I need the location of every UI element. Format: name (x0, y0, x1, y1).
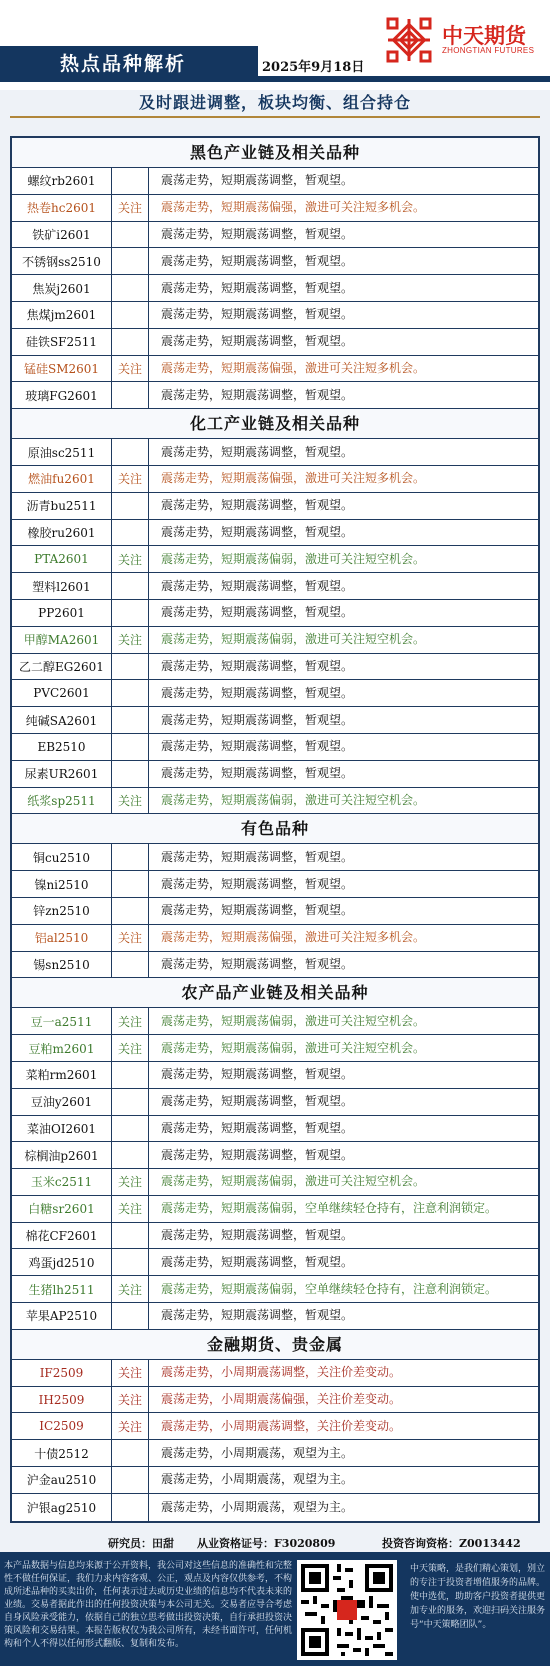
section-title: 化工产业链及相关品种 (12, 409, 538, 439)
focus-tag (112, 382, 149, 408)
table-row (12, 1142, 538, 1169)
market-view: 震荡走势，短期震荡调整，暂观望。 (161, 712, 354, 727)
focus-tag (112, 952, 149, 978)
market-view: 震荡走势，短期震荡偏弱，空单继续轻仓持有，注意利润锁定。 (161, 1281, 498, 1296)
focus-tag (112, 1440, 149, 1466)
contract-name: PTA2601 (12, 546, 112, 572)
contract-name: 铜cu2510 (12, 844, 112, 870)
market-view: 震荡走势，短期震荡调整，暂观望。 (161, 253, 354, 268)
table-row (12, 546, 538, 573)
focus-tag: 关注 (112, 1360, 149, 1386)
focus-tag: 关注 (112, 1413, 149, 1439)
contract-name: 不锈钢ss2510 (12, 248, 112, 274)
market-view: 震荡走势，短期震荡偏强，激进可关注短多机会。 (161, 930, 426, 945)
table-row (12, 1008, 538, 1035)
focus-tag: 关注 (112, 1169, 149, 1195)
table-row (12, 1303, 538, 1330)
focus-tag: 关注 (112, 546, 149, 572)
table-row (12, 761, 538, 788)
contract-name: 原油sc2511 (12, 439, 112, 465)
table-row (12, 493, 538, 520)
section-title: 农产品产业链及相关品种 (12, 978, 538, 1008)
table-row (12, 734, 538, 761)
focus-tag (112, 761, 149, 787)
table-row (12, 195, 538, 222)
contract-name: 豆油y2601 (12, 1089, 112, 1115)
market-view: 震荡走势，短期震荡调整，暂观望。 (161, 876, 354, 891)
contract-name: IC2509 (12, 1413, 112, 1439)
focus-tag: 关注 (112, 627, 149, 653)
section-title: 有色品种 (12, 814, 538, 844)
market-view: 震荡走势，短期震荡调整，暂观望。 (161, 903, 354, 918)
focus-tag (112, 844, 149, 870)
focus-tag: 关注 (112, 925, 149, 951)
focus-tag (112, 1089, 149, 1115)
contract-name: 焦煤jm2601 (12, 302, 112, 328)
contract-name: 燃油fu2601 (12, 466, 112, 492)
contract-name: 镍ni2510 (12, 871, 112, 897)
market-view: 震荡走势，短期震荡调整，暂观望。 (161, 387, 354, 402)
contract-name: 甲醇MA2601 (12, 627, 112, 653)
contract-name: 螺纹rb2601 (12, 168, 112, 194)
header-divider (0, 76, 550, 82)
contract-name: PVC2601 (12, 680, 112, 706)
contract-name: 铝al2510 (12, 925, 112, 951)
table-row (12, 844, 538, 871)
researcher-info (0, 1532, 550, 1552)
report-header (0, 0, 550, 90)
table-row (12, 654, 538, 681)
focus-tag (112, 1223, 149, 1249)
focus-tag (112, 654, 149, 680)
qr-note-text: 中天策略，是我们精心策划，别立的专注于投资者增值服务的品牌。使中选优，助助客户投资者提供更加专业的服务，欢迎扫码关注服务号“中天策略团队”。 (410, 1564, 546, 1630)
focus-tag (112, 1116, 149, 1142)
market-view: 震荡走势，短期震荡调整，暂观望。 (161, 1254, 354, 1269)
focus-tag (112, 493, 149, 519)
market-view: 震荡走势，小周期震荡偏强，关注价差变动。 (161, 1392, 402, 1407)
contract-name: 棕榈油p2601 (12, 1142, 112, 1168)
table-row (12, 788, 538, 815)
focus-tag (112, 168, 149, 194)
focus-tag (112, 302, 149, 328)
table-row (12, 627, 538, 654)
contract-name: 白糖sr2601 (12, 1196, 112, 1222)
report-subtitle: 及时跟进调整，板块均衡、组合持仓 (138, 93, 411, 112)
section-title: 黑色产业链及相关品种 (12, 138, 538, 168)
table-row (12, 1440, 538, 1467)
market-view: 震荡走势，短期震荡偏弱，激进可关注短空机会。 (161, 632, 426, 647)
market-view: 震荡走势，短期震荡偏强，激进可关注短多机会。 (161, 360, 426, 375)
researcher-consult: 投资咨询资格：Z0013442 (382, 1537, 521, 1550)
market-view: 震荡走势，短期震荡调整，暂观望。 (161, 498, 354, 513)
zhongtian-logo-icon (384, 15, 434, 65)
qr-code-icon (297, 1560, 397, 1660)
table-row (12, 925, 538, 952)
table-row (12, 248, 538, 275)
market-view: 震荡走势，短期震荡调整，暂观望。 (161, 1067, 354, 1082)
market-view: 震荡走势，短期震荡调整，暂观望。 (161, 1308, 354, 1323)
logo-en-text: ZHONGTIAN FUTURES (442, 46, 535, 55)
market-view: 震荡走势，短期震荡调整，暂观望。 (161, 1228, 354, 1243)
focus-tag (112, 680, 149, 706)
focus-tag: 关注 (112, 1035, 149, 1061)
logo-cn-text: 中天期货 (442, 24, 526, 48)
contract-name: 乙二醇EG2601 (12, 654, 112, 680)
contract-name: EB2510 (12, 734, 112, 760)
table-row (12, 600, 538, 627)
focus-tag: 关注 (112, 1008, 149, 1034)
contract-name: 沪金au2510 (12, 1467, 112, 1493)
contract-name: PP2601 (12, 600, 112, 626)
table-row (12, 898, 538, 925)
focus-tag (112, 329, 149, 355)
contract-name: 玻璃FG2601 (12, 382, 112, 408)
contract-name: IF2509 (12, 1360, 112, 1386)
table-row (12, 222, 538, 249)
table-row (12, 1169, 538, 1196)
contract-name: 锌zn2510 (12, 898, 112, 924)
market-view: 震荡走势，短期震荡调整，暂观望。 (161, 685, 354, 700)
focus-tag (112, 439, 149, 465)
focus-tag (112, 248, 149, 274)
market-view: 震荡走势，短期震荡调整，暂观望。 (161, 739, 354, 754)
focus-tag (112, 1303, 149, 1329)
market-view: 震荡走势，短期震荡偏弱，激进可关注短空机会。 (161, 792, 426, 807)
contract-name: 棉花CF2601 (12, 1223, 112, 1249)
focus-tag (112, 734, 149, 760)
market-view: 震荡走势，短期震荡调整，暂观望。 (161, 307, 354, 322)
table-row (12, 302, 538, 329)
contract-name: 菜粕rm2601 (12, 1062, 112, 1088)
table-row (12, 1413, 538, 1440)
market-view: 震荡走势，短期震荡调整，暂观望。 (161, 280, 354, 295)
focus-tag (112, 1142, 149, 1168)
market-view: 震荡走势，短期震荡调整，暂观望。 (161, 1094, 354, 1109)
focus-tag: 关注 (112, 356, 149, 382)
focus-tag (112, 1467, 149, 1493)
contract-name: 鸡蛋jd2510 (12, 1249, 112, 1275)
market-view: 震荡走势，短期震荡调整，暂观望。 (161, 334, 354, 349)
table-row (12, 680, 538, 707)
table-row (12, 168, 538, 195)
section-title: 金融期货、贵金属 (12, 1330, 538, 1360)
table-row (12, 329, 538, 356)
table-row (12, 1035, 538, 1062)
focus-tag: 关注 (112, 1276, 149, 1302)
table-row (12, 1249, 538, 1276)
market-view: 震荡走势，短期震荡调整，暂观望。 (161, 524, 354, 539)
contract-name: 沥青bu2511 (12, 493, 112, 519)
contract-name: 玉米c2511 (12, 1169, 112, 1195)
contract-name: 锡sn2510 (12, 952, 112, 978)
market-view: 震荡走势，短期震荡调整，暂观望。 (161, 1147, 354, 1162)
table-row (12, 952, 538, 979)
focus-tag (112, 1494, 149, 1521)
market-view: 震荡走势，短期震荡调整，暂观望。 (161, 444, 354, 459)
market-view: 震荡走势，短期震荡偏弱，激进可关注短空机会。 (161, 1174, 426, 1189)
table-row (12, 1467, 538, 1494)
market-view: 震荡走势，短期震荡调整，暂观望。 (161, 956, 354, 971)
contract-name: 豆一a2511 (12, 1008, 112, 1034)
focus-tag: 关注 (112, 788, 149, 814)
table-row (12, 1116, 538, 1143)
table-row (12, 439, 538, 466)
market-view: 震荡走势，短期震荡调整，暂观望。 (161, 578, 354, 593)
contract-name: 菜油OI2601 (12, 1116, 112, 1142)
focus-tag (112, 573, 149, 599)
table-row (12, 573, 538, 600)
contract-name: 橡胶ru2601 (12, 520, 112, 546)
table-row (12, 520, 538, 547)
table-row (12, 1387, 538, 1414)
focus-tag (112, 275, 149, 301)
focus-tag: 关注 (112, 195, 149, 221)
contract-name: 豆粕m2601 (12, 1035, 112, 1061)
market-view: 震荡走势，短期震荡偏强，激进可关注短多机会。 (161, 471, 426, 486)
market-view: 震荡走势，短期震荡调整，暂观望。 (161, 173, 354, 188)
contract-name: 沪银ag2510 (12, 1494, 112, 1521)
market-view: 震荡走势，小周期震荡，观望为主。 (161, 1445, 354, 1460)
table-row (12, 356, 538, 383)
focus-tag (112, 1249, 149, 1275)
recommendation-table (10, 136, 540, 1523)
contract-name: IH2509 (12, 1387, 112, 1413)
market-view: 震荡走势，短期震荡偏弱，激进可关注短空机会。 (161, 1013, 426, 1028)
market-view: 震荡走势，短期震荡偏弱，空单继续轻仓持有，注意利润锁定。 (161, 1201, 498, 1216)
contract-name: 纯碱SA2601 (12, 707, 112, 733)
table-row (12, 466, 538, 493)
focus-tag (112, 898, 149, 924)
focus-tag (112, 707, 149, 733)
contract-name: 硅铁SF2511 (12, 329, 112, 355)
focus-tag: 关注 (112, 1387, 149, 1413)
contract-name: 热卷hc2601 (12, 195, 112, 221)
report-date: 2025年9月18日 (262, 60, 365, 75)
table-row (12, 707, 538, 734)
market-view: 震荡走势，短期震荡调整，暂观望。 (161, 849, 354, 864)
market-view: 震荡走势，短期震荡调整，暂观望。 (161, 658, 354, 673)
focus-tag (112, 871, 149, 897)
table-row (12, 871, 538, 898)
table-row (12, 275, 538, 302)
disclaimer-text: 本产品数据与信息均来源于公开资料，我公司对这些信息的准确性和完整性不做任何保证，我们力求内容客观、公正，观点及内容仅供参考，不构成所述品种的买卖出价，任何表示过去或历史业绩的信息均不代表未来的业绩。交易者据此作出的任何投资决策与本公司无关。交易者应导合考虑自身风险承受能力，依据自己的独立思考做出投资决策，自行承担投资决策风险和交易结果。本报告版权仅为我公司所有，未经书面许可，任何机构和个人不得以任何形式翻版、复制和发布。 (4, 1561, 293, 1649)
subtitle-divider (10, 116, 540, 118)
focus-tag (112, 222, 149, 248)
table-row (12, 1276, 538, 1303)
market-view: 震荡走势，短期震荡偏弱，激进可关注短空机会。 (161, 551, 426, 566)
focus-tag: 关注 (112, 1196, 149, 1222)
market-view: 震荡走势，小周期震荡，观望为主。 (161, 1499, 354, 1514)
table-row (12, 1089, 538, 1116)
contract-name: 塑料l2601 (12, 573, 112, 599)
report-title: 热点品种解析 (60, 53, 187, 75)
contract-name: 十债2512 (12, 1440, 112, 1466)
focus-tag (112, 600, 149, 626)
market-view: 震荡走势，短期震荡偏强，激进可关注短多机会。 (161, 200, 426, 215)
table-row (12, 1223, 538, 1250)
market-view: 震荡走势，短期震荡偏弱，激进可关注短空机会。 (161, 1040, 426, 1055)
contract-name: 尿素UR2601 (12, 761, 112, 787)
researcher-name: 研究员：田甜 (108, 1537, 174, 1550)
contract-name: 锰硅SM2601 (12, 356, 112, 382)
focus-tag (112, 520, 149, 546)
focus-tag: 关注 (112, 466, 149, 492)
market-view: 震荡走势，短期震荡调整，暂观望。 (161, 766, 354, 781)
market-view: 震荡走势，短期震荡调整，暂观望。 (161, 226, 354, 241)
title-bar (0, 46, 258, 76)
contract-name: 苹果AP2510 (12, 1303, 112, 1329)
contract-name: 纸浆sp2511 (12, 788, 112, 814)
table-row (12, 1196, 538, 1223)
researcher-qualification: 从业资格证号：F3020809 (197, 1537, 336, 1550)
market-view: 震荡走势，小周期震荡调整，关注价差变动。 (161, 1365, 402, 1380)
contract-name: 生猪lh2511 (12, 1276, 112, 1302)
table-row (12, 1062, 538, 1089)
table-row (12, 382, 538, 409)
market-view: 震荡走势，短期震荡调整，暂观望。 (161, 1120, 354, 1135)
market-view: 震荡走势，小周期震荡，观望为主。 (161, 1472, 354, 1487)
market-view: 震荡走势，短期震荡调整，暂观望。 (161, 605, 354, 620)
table-row (12, 1494, 538, 1521)
focus-tag (112, 1062, 149, 1088)
contract-name: 铁矿i2601 (12, 222, 112, 248)
contract-name: 焦炭j2601 (12, 275, 112, 301)
footer (0, 1552, 550, 1666)
market-view: 震荡走势，小周期震荡调整，关注价差变动。 (161, 1418, 402, 1433)
table-row (12, 1360, 538, 1387)
